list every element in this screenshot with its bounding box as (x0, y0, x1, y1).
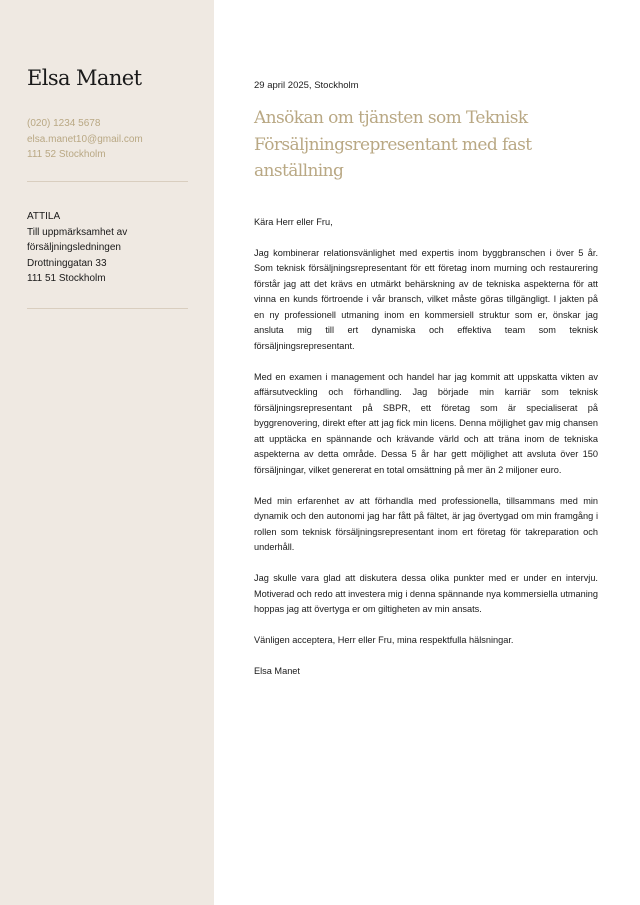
recipient-city: 111 51 Stockholm (27, 273, 106, 285)
letter-paragraph: Med min erfarenhet av att förhandla med professionella, tillsammans med min dynamik och den autonomi jag har fått på fältet, är jag övertygad om min framgång i rollen som teknisk försäljningsrepresentant inom ert företag för takreparation och underhåll. (254, 495, 598, 552)
sender-name: Elsa Manet (27, 66, 142, 90)
recipient-company: ATTILA (27, 211, 61, 222)
recipient-attention-line2: försäljningsledningen (27, 242, 121, 254)
letter-paragraph: Jag skulle vara glad att diskutera dessa olika punkter med er under en intervju. Motiverad och redo att investera mig i denna spännande nya kommersiella utmaning hoppas jag att övertyga er om giltigheten av min ansats. (254, 573, 598, 614)
sender-email: elsa.manet10@gmail.com (27, 133, 143, 145)
letter-paragraph: Med en examen i management och handel har jag kommit att uppskatta vikten av affärsutveckling och förhandling. Jag började min karriär som teknisk försäljningsrepresentant på SBPR, ett företag som är specialiserat på byggrenovering, direkt efter att jag fick min licens. Denna möjlighet gav mig chansen att upptäcka en spännande och krävande värld och att träna inom de tekniska aspekterna av detta område. Dessa 5 år har gett möjlighet att avsluta över 150 försäljningar, vilket genererat en total omsättning på mer än 2 miljoner euro. (254, 371, 598, 475)
sidebar-divider-bottom (27, 308, 188, 309)
letter-closing: Vänligen acceptera, Herr eller Fru, mina respektfulla hälsningar. (254, 635, 514, 645)
sender-contact (27, 116, 207, 163)
letter-content (254, 80, 598, 695)
letter-subject: Ansökan om tjänsten som Teknisk Försäljningsrepresentant med fast anställning (254, 108, 532, 181)
recipient-attention-line1: Till uppmärksamhet av (27, 226, 128, 238)
letter-signature: Elsa Manet (254, 666, 300, 676)
recipient-street: Drottninggatan 33 (27, 257, 107, 269)
sidebar (0, 0, 214, 905)
recipient-block (27, 209, 207, 287)
letter-salutation: Kära Herr eller Fru, (254, 216, 333, 227)
sender-address: 111 52 Stockholm (27, 149, 106, 160)
letter-body (254, 215, 598, 680)
sidebar-divider-top (27, 181, 188, 182)
sender-phone: (020) 1234 5678 (27, 118, 101, 129)
letter-paragraph: Jag kombinerar relationsvänlighet med expertis inom byggbranschen i över 5 år. Som teknisk försäljningsrepresentant för ett företag inom murning och restaurering förstår jag att det krävs en utmärkt behärskning av de tekniska aspekterna för att vinna en kunds förtroende i vår bransch, vilket måste göras tillgängligt. I jakten på en ny professionell utmaning inom en kommersiell struktur som er, önskar jag ansluta mig till ert dynamiska och effektiva team som teknisk försäljningsrepresentant. (254, 247, 598, 351)
letter-date: 29 april 2025, Stockholm (254, 80, 359, 91)
